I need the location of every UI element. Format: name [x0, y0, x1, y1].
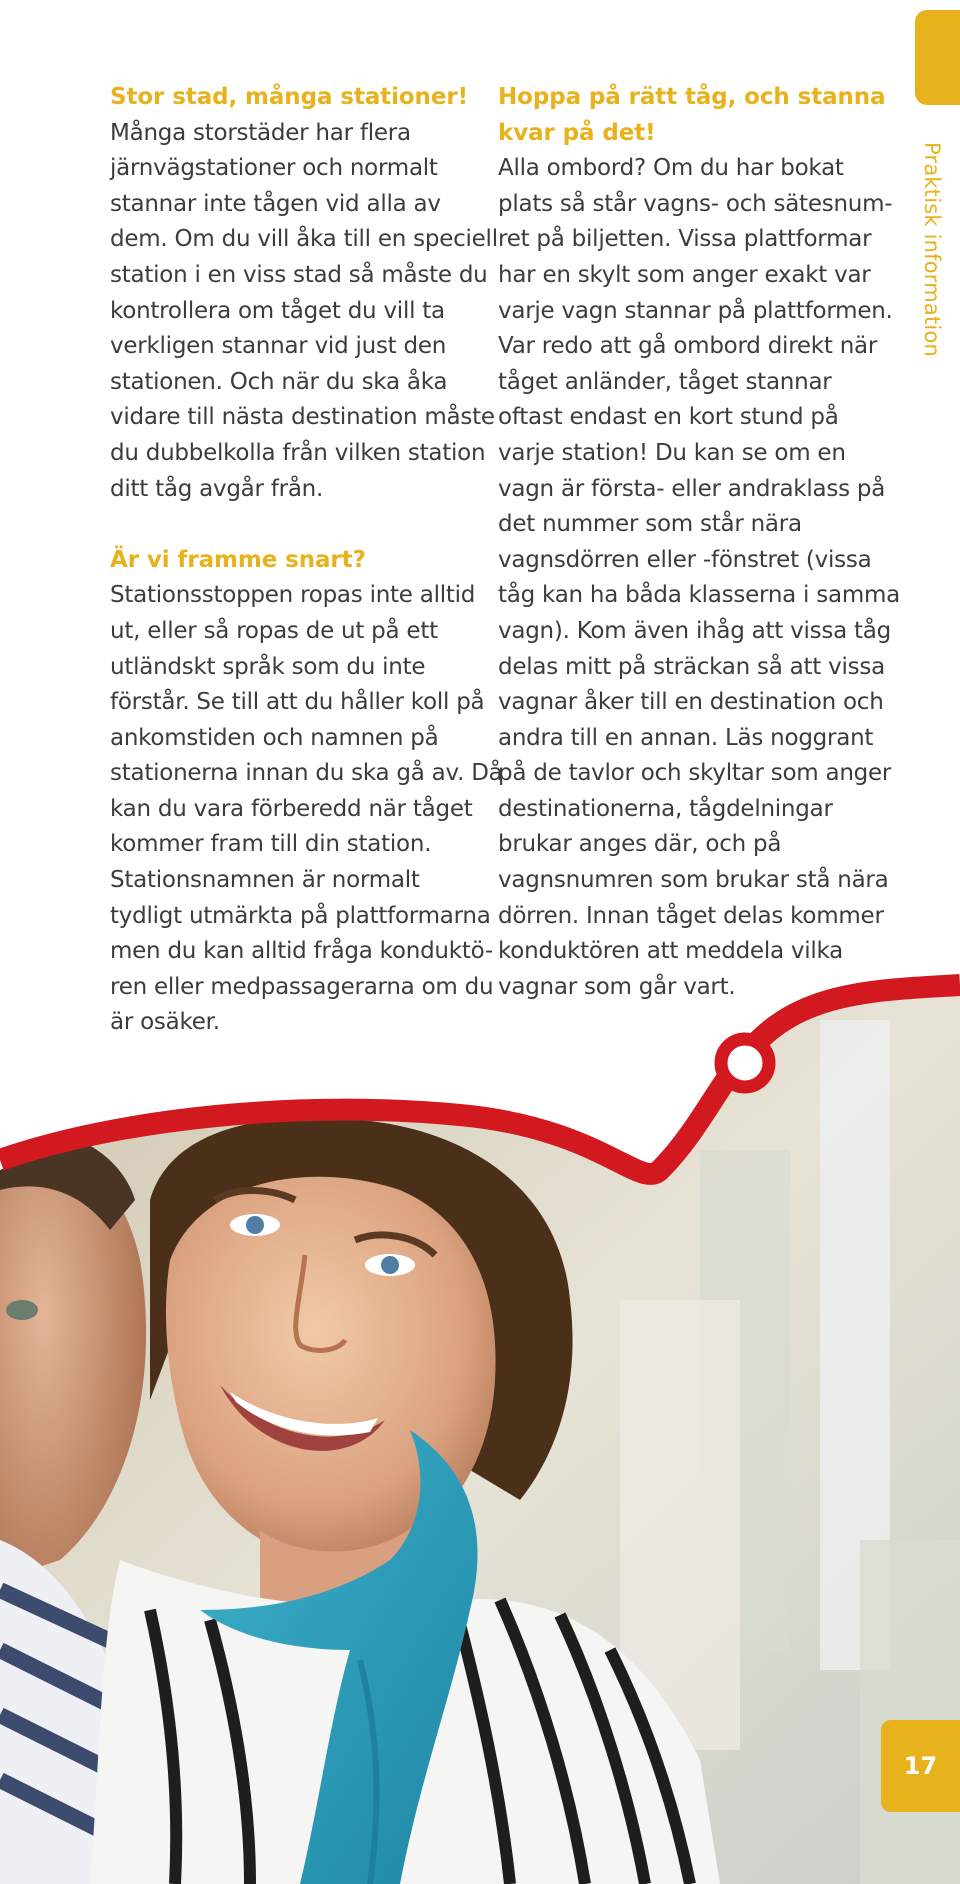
section-side-label: Praktisk information	[920, 142, 944, 358]
paragraph-arriving: Stationsstoppen ropas inte alltid ut, eller så ropas de ut på ett utländskt språk som du inte förstår. Se till att du håller koll på ankomstiden och namnen på stationerna innan du ska gå av. Då kan du vara förberedd när tåget kommer fram till din station. Stationsnamnen är normalt tydligt utmärkta på plattformarna men du kan alltid fråga konduktö- ren eller medpassagerarna om du är osäker.	[110, 582, 503, 1036]
section-heading-arriving: Är vi framme snart?	[110, 546, 366, 573]
page-number: 17	[903, 1752, 938, 1780]
paragraph-right-train: Alla ombord? Om du har bokat plats så står vagns- och sätesnum- ret på biljetten. Vissa plattformar har en skylt som anger exakt var varje vagn stannar på plattformen. Var redo att gå ombord direkt när tåget anländer, tåget stannar oftast endast en kort stund på varje station! Du kan se om en vagn är första- eller andraklass på det nummer som står nära vagnsdörren eller -fönstret (vissa tåg kan ha båda klasserna i samma vagn). Kom även ihåg att vissa tåg delas mitt på sträckan så att vissa vagnar åker till en destination och andra till en annan. Läs noggrant på de tavlor och skyltar som anger destinationerna, tågdelningar brukar anges där, och på vagnsnumren som brukar stå nära dörren. Innan tåget delas kommer konduktören att meddela vilka vagnar som går vart.	[498, 155, 900, 1000]
side-tab	[915, 10, 960, 105]
left-column	[110, 80, 503, 1041]
paragraph-big-city: Många storstäder har flera järnvägstationer och normalt stannar inte tågen vid alla av dem. Om du vill åka till en speciell station i en viss stad så måste du kontrollera om tåget du vill ta verkligen stannar vid just den stationen. Och när du ska åka vidare till nästa destination måste du dubbelkolla från vilken station ditt tåg avgår från.	[110, 119, 498, 502]
section-heading-right-train: Hoppa på rätt tåg, och stanna kvar på det!	[498, 84, 886, 146]
page-number-badge	[881, 1720, 960, 1812]
right-column	[498, 80, 900, 1005]
section-heading-big-city: Stor stad, många stationer!	[110, 84, 468, 110]
